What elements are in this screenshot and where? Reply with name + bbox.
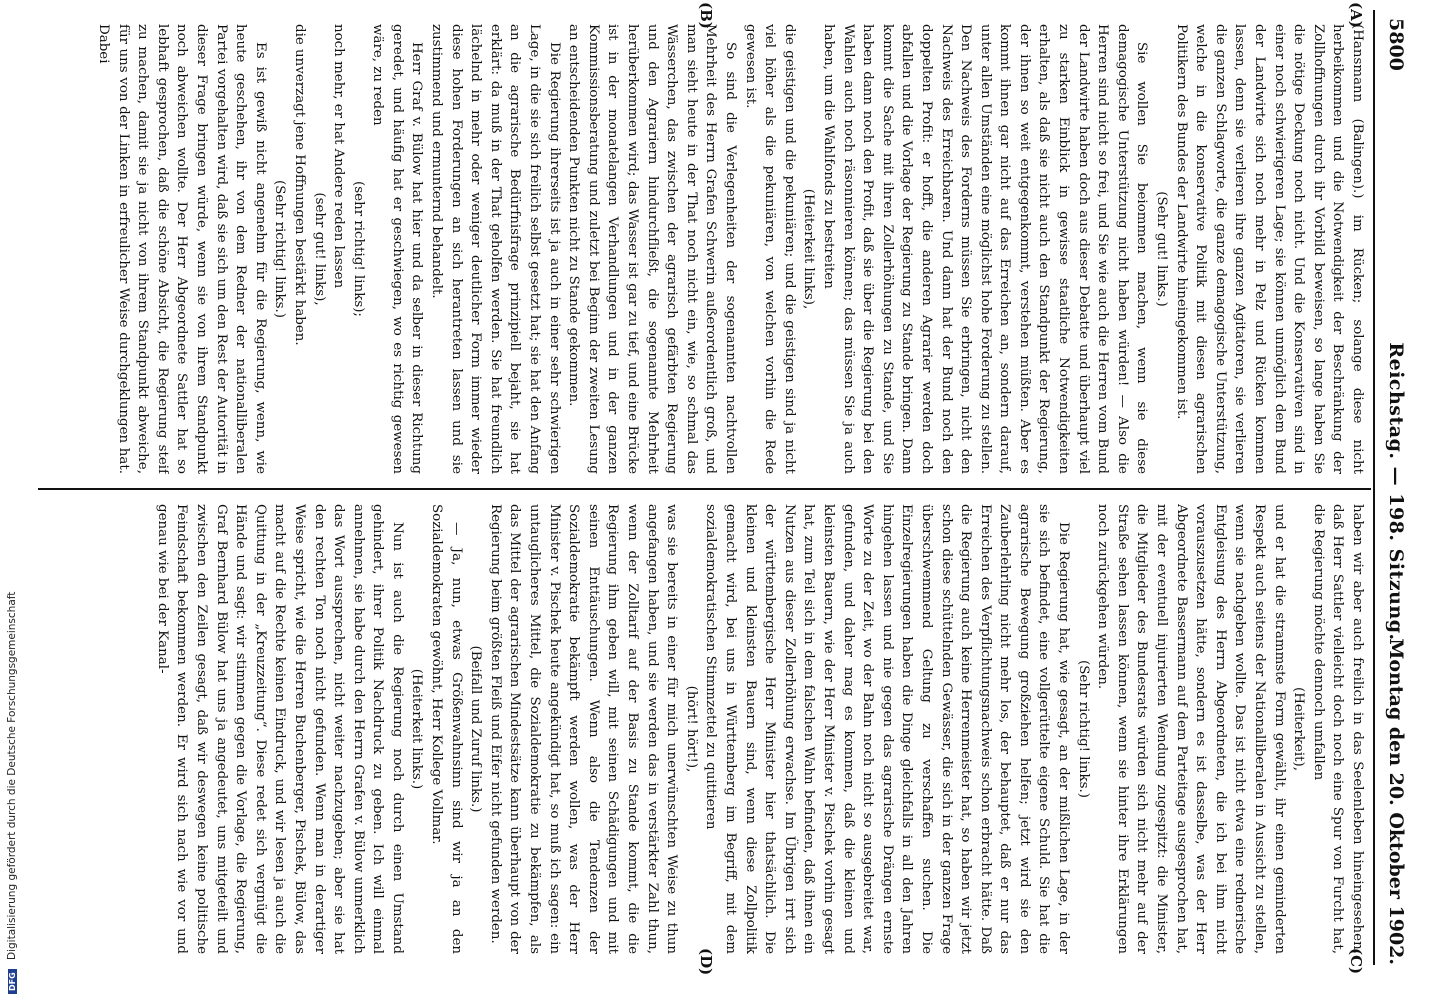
interjection: (Heiterkeit), bbox=[1291, 687, 1307, 771]
interjection: (Heiterkeit links), bbox=[801, 188, 817, 310]
paragraph: Nun ist auch die Regierung noch durch einen Umstand gehindert, ihrer Politik Nachdruck zu geben. Ich will einmal annehmen, sie habe durch den Herrn Grafen v. Bülow unmerklich das Wort aussprechen, nicht weiter nachzugeben; aber sie hat den rechten Ton noch nicht gefunden. Wenn man in derartiger Weise spricht, wie die Herren Buchenberger, Pischek, Bülow, das macht auf die Rechte keinen Eindruck, und wir lesen ja auch die Quittung in der „Kreuzzeitung“. Diese redet sich vergnügt die Hände und sagt: wir stimmen gegen die Vorlage, die Regierung, Graf Bernhard Bülow hat uns ja angedeutet, uns mitgeteilt und zwischen den Zeilen gesagt, daß wir deswegen keine politische Feindschaft bekommen werden. Er wird sich nach wie vor und genau wie bei der Kanal- bbox=[154, 504, 405, 954]
interjection: (Beifall und Zuruf links.) bbox=[468, 645, 484, 813]
interjection: (Heiterkeit links.) bbox=[409, 668, 425, 790]
scanned-page bbox=[30, 0, 1415, 975]
margin-mark-a: (A) bbox=[1347, 2, 1365, 28]
left-column bbox=[38, 24, 1367, 474]
margin-mark-b: (B) bbox=[697, 2, 715, 29]
paragraph: haben wir aber auch freilich in das Seelenleben hineingesehen, daß Herr Sattler vielleicht doch noch eine Spur von Furcht hat, die Regierung möchte dennoch umfallen bbox=[1310, 504, 1365, 954]
column-divider bbox=[38, 488, 1371, 490]
page-header bbox=[1377, 18, 1411, 965]
paragraph: Sie wollen Sie beiommen machen, wenn sie diese demagogische Unterstützung nicht haben würden! — Also die Herren sind nicht so frei, und Sie wie auch die Herren vom Bund der Landwirte haben doch aus dieser Debatte und überhaupt viel zu starken Einblick in gewisse staatliche Notwendigkeiten erhalten, als daß sie nicht auch den Standpunkt der Regierung, der ihnen so weit entgegenkommt, verstehen müßten. Aber es kommt ihnen gar nicht auf das Erreichen an, sondern darauf, unter allen Umständen eine möglichst hohe Forderung zu stellen. Den Nachweis des Forderns müssen Sie erbringen, nicht den Nachweis des Erreichbaren. Und dann hat der Bund noch den doppelten Profit: er hofft, die anderen Agrarier werden doch abfallen und die Vorlage der Regierung zu Stande bringen. Dann kommt die Sache mit ihren Zollerhöhungen zu Stande, und Sie haben dann noch den Profit, daß sie über die Regierung bei den Wahlen auch noch räsonnieren können; das müssen Sie ja auch haben, um die Wahlfonds zu bestreiten bbox=[820, 24, 1150, 474]
paragraph: noch mehr, er hat Andere reden lassen bbox=[331, 24, 347, 289]
right-column bbox=[38, 504, 1367, 954]
footer-strip bbox=[0, 0, 20, 1000]
paragraph: was sie bereits in einer für mich unerwünschten Weise zu thun angefangen haben, und sie werden das in verstärkter Zahl thun, wenn der Zolltarif auf der Basis zu Stande kommt, die die Regierung ihm geben will, mit seinen Schädigungen und mit seinen Enttäuschungen. Wenn also die Tendenzen der Sozialdemokratie bekämpft werden wollen, was der Herr Minister v. Pischek heute angekündigt hat, so muß ich sagen: ein untauglicheres Mittel, die Sozialdemokratie zu bekämpfen, als das Mittel der agrarischen Mindestsätze kann überhaupt von der Regierung beim größten Fleiß und Eifer nicht gefunden werden. bbox=[487, 504, 680, 954]
paragraph: Es ist gewiß nicht angenehm für die Regierung, wenn, wie heute geschehen, ihr von dem Redner der nationalliberalen Partei vorgehalten wird, daß sie sich um den Rest der Autorität in dieser Frage bringen würde, wenn sie von ihrem Standpunkt noch abweichen wollte. Der Herr Abgeordnete Sattler hat so lebhaft gesprochen, daß die schöne Absicht, die Regierung steif zu machen, damit sie ja nicht von ihrem Standpunkt abweiche, für uns von der Linken in erfreulicher Weise durchgeklungen hat. Dabei bbox=[96, 24, 268, 474]
paragraph: die unverzagt jene Hoffnungen bestärkt haben. bbox=[291, 24, 307, 346]
paragraph: — Ja, nun, etwas Größenwahnsinn sind wir ja an den Sozialdemokraten gewöhnt, Herr Kollege Vollmar. bbox=[429, 504, 464, 954]
paragraph: Herr Graf v. Bülow hat hier und da selber in dieser Richtung geredet, und häufig hat er geschwiegen, wo es richtig gewesen wäre, zu reden bbox=[370, 24, 425, 474]
interjection: (Sehr gut! links.) bbox=[1154, 191, 1170, 307]
margin-mark-d: (D) bbox=[697, 948, 715, 976]
margin-mark-c: (C) bbox=[1347, 948, 1365, 975]
paragraph: (Hansmann (Balingen).) im Rücken; solange diese nicht herbeikommen und die Notwendigkeit der Beschränkung der Zollhoffnungen durch ihr Vorbild beweisen, so lange haben Sie die nötige Deckung noch nicht. Und die Konservativen sind in einer noch schwierigeren Lage; sie können unmöglich dem Bund der Landwirte sich noch mehr in Pelz und Rücken kommen lassen, denn sie verlieren ihre ganzen Agitatoren, sie verlieren die ganzen Schlagworte, die ganze demagogische Unterstützung, welche in die konservative Politik mit diesen agrarischen Politikern des Bundes der Landwirte hineingekommen ist. bbox=[1173, 24, 1365, 474]
paragraph: Die Regierung hat, wie gesagt, an der mißlichen Lage, in der sie sich befindet, eine vollgerüttelte eigene Schuld. Sie hat die agrarische Bewegung großziehen helfen; jetzt wird sie den Zauberlehrling nicht mehr los, der behauptet, daß er nur das Erreichen des Verpflichtungsnachweis schon erbracht hätte. Daß die Regierung auch keine Herrenmeister hat, so haben wir jetzt schon diese schüttelnden Gewässer, die sich in der ganzen Frage überschwemmend Geltung zu verschaffen suchen. Die Einzelregierungen haben die Dinge gleichfalls in all den Jahren hingehen lassen und nie gegen das agrarische Drängen ernste Worte zu der Zeit, wo der Bahn noch nicht so ausgebreitet war, gefunden, und daher mag es kommen, daß die kleinen und kleinsten Bauern, wie der Herr Minister v. Pischek vorhin gesagt hat, zum Teil sich in dem falschen Wahn befinden, daß ihnen ein Nutzen aus dieser Zollerhöhung erwachse. Im Übrigen irrt sich der württembergische Herr Minister hier thatsächlich. Die kleinen und kleinsten Bauern sind, wenn diese Zollpolitik gemacht wird, bei uns in Württemberg im Begriff, mit dem sozialdemokratischen Stimmzettel zu quittieren bbox=[703, 504, 1072, 954]
paragraph: So sind die Verlegenheiten der sogenannten nachtvollen Mehrheit des Herrn Grafen Schwerin außerordentlich groß, und man sieht heute in der That noch nicht ein, wie, so schmal das Wässerchen, das zwischen der agrarisch gefärbten Regierung und den Agrariern hindurchfließt, die sogenannte Mehrheit herüberkommen wird; das Wasser ist gar zu tief, und eine Brücke ist in der monatelangen Verhandlungen und in der ganzen Kommissionsberatung und zuletzt bei Beginn der zweiten Lesung an entscheidenden Punkten nicht zu Stande gekommen. bbox=[566, 24, 738, 474]
session-date: Montag den 20. Oktober 1902. bbox=[1385, 638, 1407, 965]
interjection: (Sehr richtig! links.) bbox=[1075, 660, 1091, 798]
interjection: (Sehr richtig! links.) bbox=[272, 180, 288, 318]
paragraph: und er hat die strammste Form gewählt, ihr einen geminderten Respekt auch seitens der Nationalliberalen in Aussicht zu stellen, wenn sie nachgeben wollte. Das ist nicht etwa eine rednerische Entgleisung des Herrn Abgeordneten, die ich bei ihm nicht vorauszusetzen hätte, sondern es ist dasselbe, was der Herr Abgeordnete Bassermann auf dem Parteitage ausgesprochen hat, mit der eventuell injurierten Wendung zugespitzt: die Minister, die Mitglieder des Bundesrats würden sich nicht mehr auf der Straße sehen lassen können, wenn sie hinter ihre Erklärungen noch zurückgehen würden. bbox=[1095, 504, 1287, 954]
digitization-note: Digitalisierung gefördert durch die Deutsche Forschungsgemeinschaft bbox=[6, 591, 18, 960]
running-title: Reichstag. — 198. Sitzung. bbox=[1385, 342, 1407, 641]
header-rule bbox=[1373, 10, 1375, 965]
paragraph: Die Regierung ihrerseits ist ja auch in einer sehr schwierigen Lage, in die sie sich freilich selbst gesetzt hat; sie hat den Anfang an die agrarische Bedürfnisfrage prinzipiell bejaht, sie hat erklärt: da muß in der That geholfen werden. Sie hat freundlich lächelnd in mehr oder weniger deutlicher Form immer wieder diese hohen Forderungen an sich herantreten lassen und sie zustimmend und ermunternd behandelt. bbox=[429, 24, 562, 474]
interjection: (sehr richtig! links); bbox=[350, 181, 366, 317]
interjection: (hört! hört!), bbox=[683, 685, 699, 773]
page-number: 5800 bbox=[1385, 18, 1407, 71]
interjection: (sehr gut! links), bbox=[311, 192, 327, 306]
dfg-logo: DFG bbox=[8, 969, 17, 994]
paragraph: die geistigen und die pekuniären; und die geistigen sind ja nicht viel höher als die pekuniären, von welchen vorhin die Rede gewesen ist. bbox=[742, 24, 797, 474]
